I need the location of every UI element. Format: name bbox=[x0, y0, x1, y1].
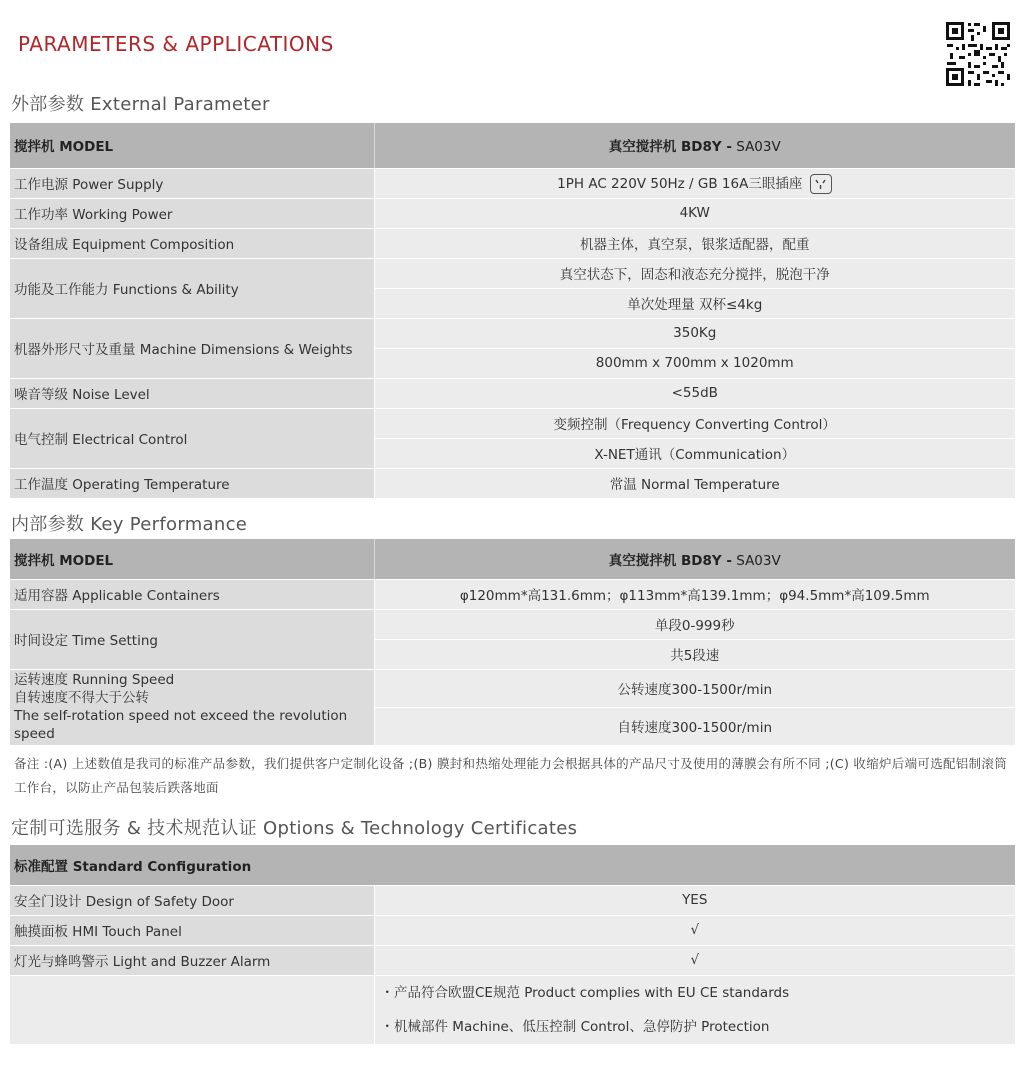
row-value: 350Kg bbox=[374, 318, 1015, 348]
page-title: PARAMETERS & APPLICATIONS bbox=[18, 32, 334, 56]
power-supply-value: 1PH AC 220V 50Hz / GB 16A三眼插座 bbox=[557, 176, 803, 192]
options-table bbox=[10, 845, 1015, 1045]
table-row bbox=[10, 885, 1015, 915]
standard-config-header: 标准配置 Standard Configuration bbox=[10, 845, 1015, 885]
row-value: YES bbox=[374, 885, 1015, 915]
table-row bbox=[10, 228, 1015, 258]
model-value bbox=[374, 123, 1015, 168]
table-header-row bbox=[10, 539, 1015, 579]
table-row bbox=[10, 318, 1015, 348]
model-value bbox=[374, 539, 1015, 579]
table-header-row bbox=[10, 123, 1015, 168]
key-performance-table bbox=[10, 539, 1015, 746]
model-label: 搅拌机 MODEL bbox=[10, 539, 374, 579]
row-value: 常温 Normal Temperature bbox=[374, 468, 1015, 498]
row-label: 工作功率 Working Power bbox=[10, 198, 374, 228]
label-line: 运转速度 Running Speed bbox=[14, 672, 175, 688]
row-value: 真空状态下，固态和液态充分搅拌，脱泡干净 bbox=[374, 258, 1015, 288]
table-row bbox=[10, 609, 1015, 639]
key-section-title: 内部参数 Key Performance bbox=[11, 514, 248, 535]
row-label: 设备组成 Equipment Composition bbox=[10, 228, 374, 258]
power-outlet-icon bbox=[810, 174, 832, 194]
row-label: 时间设定 Time Setting bbox=[10, 609, 374, 669]
row-value: φ120mm*高131.6mm；φ113mm*高139.1mm；φ94.5mm*高109.5mm bbox=[374, 579, 1015, 609]
row-value: √ bbox=[374, 915, 1015, 945]
row-label: 安全门设计 Design of Safety Door bbox=[10, 885, 374, 915]
model-label: 搅拌机 MODEL bbox=[10, 123, 374, 168]
row-value: 变频控制（Frequency Converting Control） bbox=[374, 408, 1015, 438]
row-label: 电气控制 Electrical Control bbox=[10, 408, 374, 468]
row-value: X-NET通讯（Communication） bbox=[374, 438, 1015, 468]
row-label: 工作电源 Power Supply bbox=[10, 168, 374, 198]
row-value: 4KW bbox=[374, 198, 1015, 228]
row-value: √ bbox=[374, 945, 1015, 975]
table-row bbox=[10, 378, 1015, 408]
table-header-row bbox=[10, 845, 1015, 885]
label-line: The self-rotation speed not exceed the revolution speed bbox=[14, 708, 348, 742]
row-label: 噪音等级 Noise Level bbox=[10, 378, 374, 408]
row-label: 功能及工作能力 Functions & Ability bbox=[10, 258, 374, 318]
table-row bbox=[10, 975, 1015, 1044]
qr-code-icon bbox=[944, 20, 1012, 88]
model-value-bold: 真空搅拌机 BD8Y - bbox=[608, 552, 732, 569]
model-value-code: SA03V bbox=[731, 552, 781, 569]
row-value: 自转速度300-1500r/min bbox=[374, 707, 1015, 745]
running-speed-label bbox=[10, 669, 374, 745]
table-row bbox=[10, 669, 1015, 707]
row-value: 800mm x 700mm x 1020mm bbox=[374, 348, 1015, 378]
model-value-code: SA03V bbox=[731, 139, 781, 156]
external-parameter-table bbox=[10, 123, 1015, 499]
label-line: 自转速度不得大于公转 bbox=[14, 690, 149, 706]
row-value: 公转速度300-1500r/min bbox=[374, 669, 1015, 707]
table-row bbox=[10, 945, 1015, 975]
options-section-title: 定制可选服务 & 技术规范认证 Options & Technology Certificates bbox=[11, 818, 578, 839]
row-label: 机器外形尺寸及重量 Machine Dimensions & Weights bbox=[10, 318, 374, 378]
row-value: 机器主体，真空泵，银浆适配器，配重 bbox=[374, 228, 1015, 258]
certificate-item: ・产品符合欧盟CE规范 Product complies with EU CE standards bbox=[380, 984, 790, 1001]
row-label: 适用容器 Applicable Containers bbox=[10, 579, 374, 609]
row-label: 触摸面板 HMI Touch Panel bbox=[10, 915, 374, 945]
certificate-item: ・机械部件 Machine、低压控制 Control、急停防护 Protection bbox=[380, 1018, 770, 1035]
row-value: 共5段速 bbox=[374, 639, 1015, 669]
table-row bbox=[10, 198, 1015, 228]
model-value-bold: 真空搅拌机 BD8Y - bbox=[608, 139, 732, 156]
table-row bbox=[10, 408, 1015, 438]
empty-cell bbox=[10, 975, 374, 1044]
row-value: 单段0-999秒 bbox=[374, 609, 1015, 639]
row-label: 工作温度 Operating Temperature bbox=[10, 468, 374, 498]
row-value: 单次处理量 双杯≤4kg bbox=[374, 288, 1015, 318]
footnote: 备注 :(A) 上述数值是我司的标准产品参数，我们提供客户定制化设备 ;(B) 膜封和热缩处理能力会根据具体的产品尺寸及使用的薄膜会有所不同 ;(C) 收缩炉后端可选配铝制滚筒工作台，以防止产品包装后跌落地面 bbox=[14, 756, 1007, 795]
table-row bbox=[10, 579, 1015, 609]
table-row bbox=[10, 468, 1015, 498]
row-value bbox=[374, 168, 1015, 198]
row-label: 灯光与蜂鸣警示 Light and Buzzer Alarm bbox=[10, 945, 374, 975]
table-row bbox=[10, 168, 1015, 198]
row-value: <55dB bbox=[374, 378, 1015, 408]
external-section-title: 外部参数 External Parameter bbox=[11, 94, 270, 115]
table-row bbox=[10, 258, 1015, 288]
certificates-cell bbox=[374, 975, 1015, 1044]
table-row bbox=[10, 915, 1015, 945]
